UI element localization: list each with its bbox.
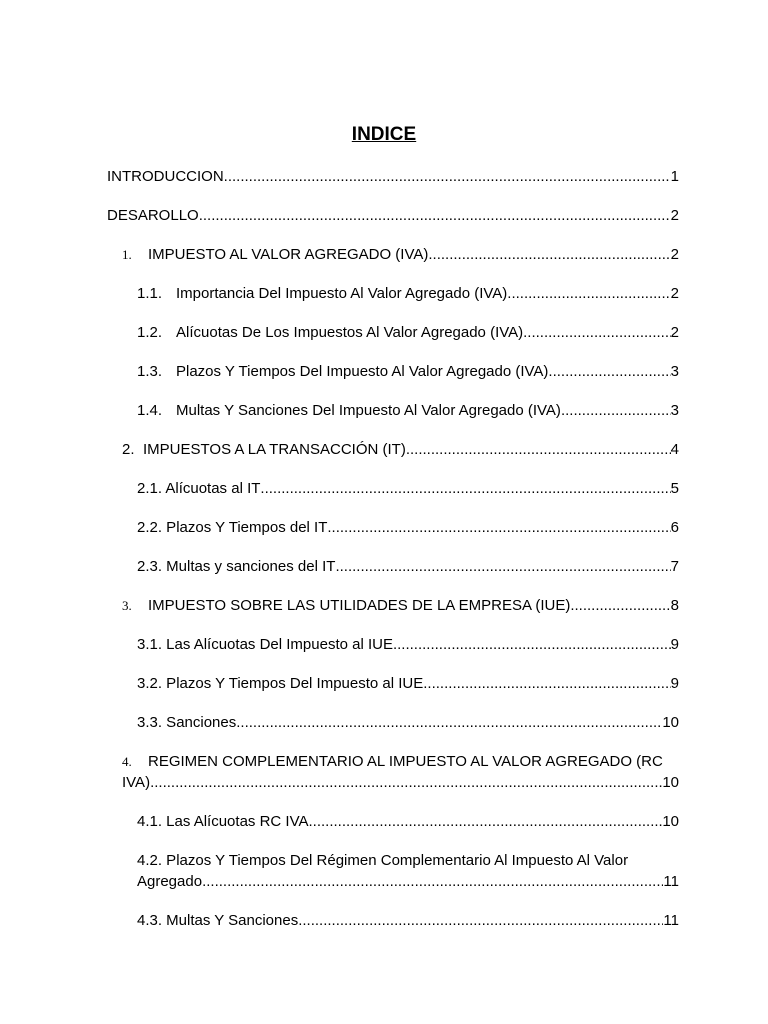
toc-leader: [236, 712, 662, 733]
toc-page-number: 9: [670, 636, 679, 653]
toc-label: IMPUESTOS A LA TRANSACCIÓN (IT): [143, 441, 406, 458]
toc-page-number: 11: [663, 873, 679, 890]
toc-page-number: 3: [670, 363, 679, 380]
toc-leader: [561, 400, 671, 421]
toc-number: 2.: [122, 441, 135, 458]
toc-entry-desarollo[interactable]: [107, 205, 679, 226]
toc-page-number: 2: [670, 246, 679, 263]
toc-page-number: 2: [670, 285, 679, 302]
toc-page-number: 8: [670, 597, 679, 614]
toc-entry-1-3[interactable]: [137, 361, 679, 382]
toc-leader: [199, 205, 671, 226]
toc-entry-2-3[interactable]: [137, 556, 679, 577]
toc-entry-3-3[interactable]: [137, 712, 679, 733]
toc-number: 3.: [122, 598, 132, 613]
toc-entry-introduccion[interactable]: [107, 166, 679, 187]
toc-leader: [202, 871, 663, 892]
toc-label: 2.2. Plazos Y Tiempos del IT: [137, 519, 328, 536]
toc-label: IMPUESTO SOBRE LAS UTILIDADES DE LA EMPRESA (IUE): [148, 597, 571, 614]
toc-label: INTRODUCCION: [107, 168, 224, 185]
toc-page-number: 5: [670, 480, 679, 497]
toc-label: 3.1. Las Alícuotas Del Impuesto al IUE: [137, 636, 393, 653]
toc-page-number: 10: [662, 714, 679, 731]
toc-label-continued: Agregado: [137, 873, 203, 890]
toc-entry-2[interactable]: [122, 439, 679, 460]
toc-label: Alícuotas De Los Impuestos Al Valor Agregado (IVA): [176, 324, 524, 341]
toc-entry-1[interactable]: [122, 244, 679, 265]
toc-entry-2-1[interactable]: [137, 478, 679, 499]
toc-label: IMPUESTO AL VALOR AGREGADO (IVA): [148, 246, 429, 263]
toc-leader: [298, 910, 663, 931]
toc-page-number: 2: [670, 324, 679, 341]
toc-label: 3.2. Plazos Y Tiempos Del Impuesto al IUE: [137, 675, 424, 692]
toc-label: Importancia Del Impuesto Al Valor Agregado (IVA): [176, 285, 508, 302]
toc-page-number: 7: [670, 558, 679, 575]
toc-leader: [570, 595, 670, 616]
toc-entry-4-1[interactable]: [137, 811, 679, 832]
toc-leader: [260, 478, 670, 499]
toc-leader: [507, 283, 670, 304]
toc-label: 2.1. Alícuotas al IT: [137, 480, 261, 497]
toc-page-number: 10: [662, 774, 679, 791]
toc-leader: [428, 244, 670, 265]
toc-leader: [523, 322, 671, 343]
toc-leader: [224, 166, 671, 187]
toc-page-number: 9: [670, 675, 679, 692]
toc-number: 1.4.: [137, 402, 163, 419]
toc-entry-2-2[interactable]: [137, 517, 679, 538]
toc-leader: [406, 439, 671, 460]
toc-entry-3[interactable]: [122, 595, 679, 616]
toc-label: 3.3. Sanciones: [137, 714, 237, 731]
toc-leader: [548, 361, 670, 382]
toc-page-number: 11: [663, 912, 679, 929]
toc-page-number: 3: [670, 402, 679, 419]
toc-label: 4.3. Multas Y Sanciones: [137, 912, 299, 929]
toc-label-continued: IVA): [122, 774, 151, 791]
toc-entry-4[interactable]: [122, 751, 679, 793]
toc-number: 1.: [122, 247, 132, 262]
toc-leader: [150, 772, 662, 793]
toc-entry-3-1[interactable]: [137, 634, 679, 655]
toc-entry-4-3[interactable]: [137, 910, 679, 931]
toc-label: DESAROLLO: [107, 207, 199, 224]
toc-page-number: 10: [662, 813, 679, 830]
toc-page-number: 2: [670, 207, 679, 224]
toc-leader: [393, 634, 671, 655]
toc-entry-1-2[interactable]: [137, 322, 679, 343]
toc-label: 4.2. Plazos Y Tiempos Del Régimen Complementario Al Impuesto Al Valor: [137, 852, 629, 869]
toc-number: 1.2.: [137, 324, 163, 341]
toc-label: 4.1. Las Alícuotas RC IVA: [137, 813, 309, 830]
toc-number: 1.1.: [137, 285, 163, 302]
toc-leader: [308, 811, 662, 832]
toc-label: Multas Y Sanciones Del Impuesto Al Valor Agregado (IVA): [176, 402, 561, 419]
toc-label: REGIMEN COMPLEMENTARIO AL IMPUESTO AL VALOR AGREGADO (RC: [148, 753, 663, 770]
toc-leader: [335, 556, 670, 577]
toc-entry-4-2[interactable]: [137, 850, 679, 892]
toc-label: Plazos Y Tiempos Del Impuesto Al Valor Agregado (IVA): [176, 363, 549, 380]
toc-leader: [423, 673, 670, 694]
toc-number: 4.: [122, 754, 132, 769]
toc-page-number: 6: [670, 519, 679, 536]
toc-leader: [327, 517, 670, 538]
toc-number: 1.3.: [137, 363, 163, 380]
toc-entry-1-1[interactable]: [137, 283, 679, 304]
toc-page-number: 4: [670, 441, 679, 458]
toc-label: 2.3. Multas y sanciones del IT: [137, 558, 336, 575]
toc-page-number: 1: [670, 168, 679, 185]
toc-entry-1-4[interactable]: [137, 400, 679, 421]
index-title: INDICE: [351, 124, 417, 145]
toc-entry-3-2[interactable]: [137, 673, 679, 694]
